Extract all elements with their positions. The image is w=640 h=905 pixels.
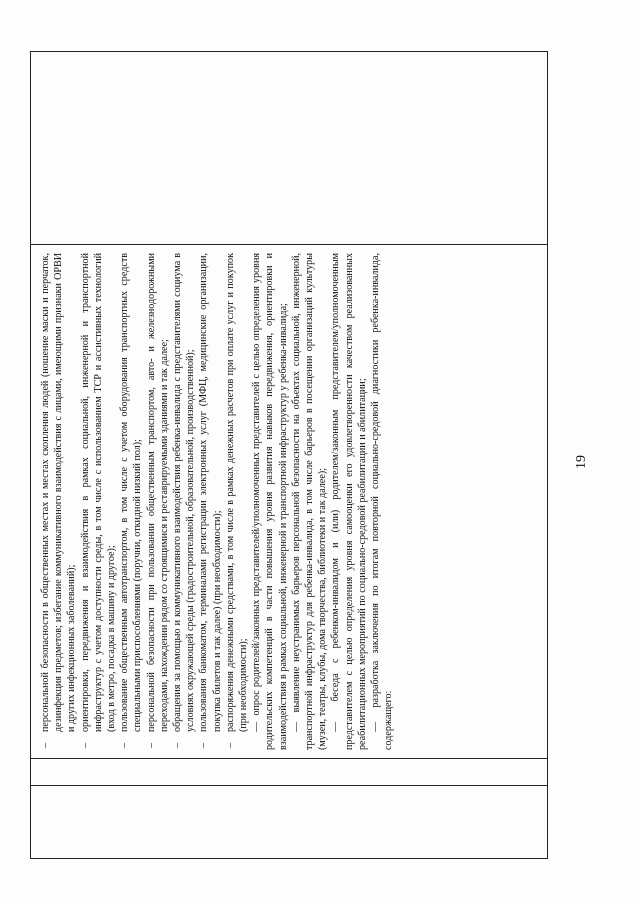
table-cell-empty-2 xyxy=(31,759,548,786)
dash-marker: – xyxy=(119,742,131,748)
para-dash: — xyxy=(330,721,342,732)
table-cell-empty-4 xyxy=(31,52,548,245)
list-item xyxy=(39,253,79,750)
list-item-text: ориентировки, передвижения и взаимодействия в рамках социальной, инженерной и транспортной инфраструктур с учетом доступности среды, в том числе с использованием ТСР и ассистивных технологий (вход в метро, посадка в машину и другое); xyxy=(79,253,118,732)
list-item xyxy=(224,253,250,750)
table-row xyxy=(31,52,548,859)
paragraph-text: выявление неустранимых барьеров персональной безопасности на объектах социальной, инженерной, транспортной инфраструктур для ребенка-инвалида, в том числе барьеров в посещении организаций культуры (музеи, театры, клубы, дома творчества, библиотеки и так далее); xyxy=(290,253,329,750)
paragraph xyxy=(369,253,395,750)
page-number: 19 xyxy=(574,455,589,469)
para-dash: — xyxy=(290,721,302,732)
list-item-text: пользования банкоматом, терминалами регистрации электронных услуг (МФЦ, медицинские организации, покупка билетов и так далее) (при необходимости); xyxy=(198,253,223,732)
para-dash: — xyxy=(251,721,263,732)
list-item-text: персональной безопасности при пользовании общественным транспортом, авто- и железнодорожными переходами, нахождении рядом со строящимися и реставрируемыми зданиями и так далее; xyxy=(145,253,170,732)
list-item-text: персональной безопасности в общественных местах и местах скопления людей (ношение маски и перчаток, дезинфекция предметов; избегание коммуникативного взаимодействия с лицами, имеющими признаки ОРВИ и других инфекционных заболеваний); xyxy=(40,253,78,732)
dash-marker: – xyxy=(79,742,91,748)
cell-text-body xyxy=(31,245,399,758)
list-item xyxy=(118,253,144,750)
rotated-page-content xyxy=(18,37,622,887)
paragraph xyxy=(290,253,330,750)
list-item-text: пользование общественным автотранспортом, в том числе с учетом оборудования транспортных средств специальными приспособлениями (поручни, откидной низкий пол); xyxy=(119,253,144,732)
paragraph-text: опрос родителей/законных представителей/уполномоченных представителей с целью определения уровня родительских компетенций в части повышения уровня развития навыков передвижения, ориентировки и взаимодействия в рамках социальной, инженерной и транспортной инфраструктур у ребенка-инвалида; xyxy=(251,253,289,750)
content-table xyxy=(30,51,548,859)
table-cell-content xyxy=(31,245,548,759)
list-item-text: распоряжения денежными средствами, в том числе в рамках денежных расчетов при оплате услуг и покупок (при необходимости); xyxy=(224,253,250,732)
dash-marker: – xyxy=(172,742,184,748)
paragraph xyxy=(250,253,290,750)
dash-marker: – xyxy=(145,742,157,748)
list-item xyxy=(145,253,171,750)
paragraph xyxy=(329,253,369,750)
list-item xyxy=(197,253,223,750)
table-cell-empty-1 xyxy=(31,786,548,859)
list-item-text: обращения за помощью и коммуникативного взаимодействия ребенка-инвалида с представителями социума в условиях окружающей среды (градостроительной, образовательной, производственной); xyxy=(172,253,197,732)
dash-marker: – xyxy=(224,742,236,748)
list-item xyxy=(79,253,119,750)
dash-marker: – xyxy=(40,742,51,748)
paragraph-text: разработка заключения по итогам повторной социально-средовой диагностики ребенка-инвалида, содержащего: xyxy=(370,252,395,750)
para-dash: — xyxy=(370,721,382,732)
dash-marker: – xyxy=(198,742,210,748)
paragraph-text: беседа с ребенком-инвалидом и (или) родителем/законным представителем/уполномоченным представителем с целью определения уровня самооценки его удовлетворенности качеством реализованных реабилитационных мероприятий по социально-средовой реабилитации и абилитации; xyxy=(330,253,368,750)
list-item xyxy=(171,253,197,750)
